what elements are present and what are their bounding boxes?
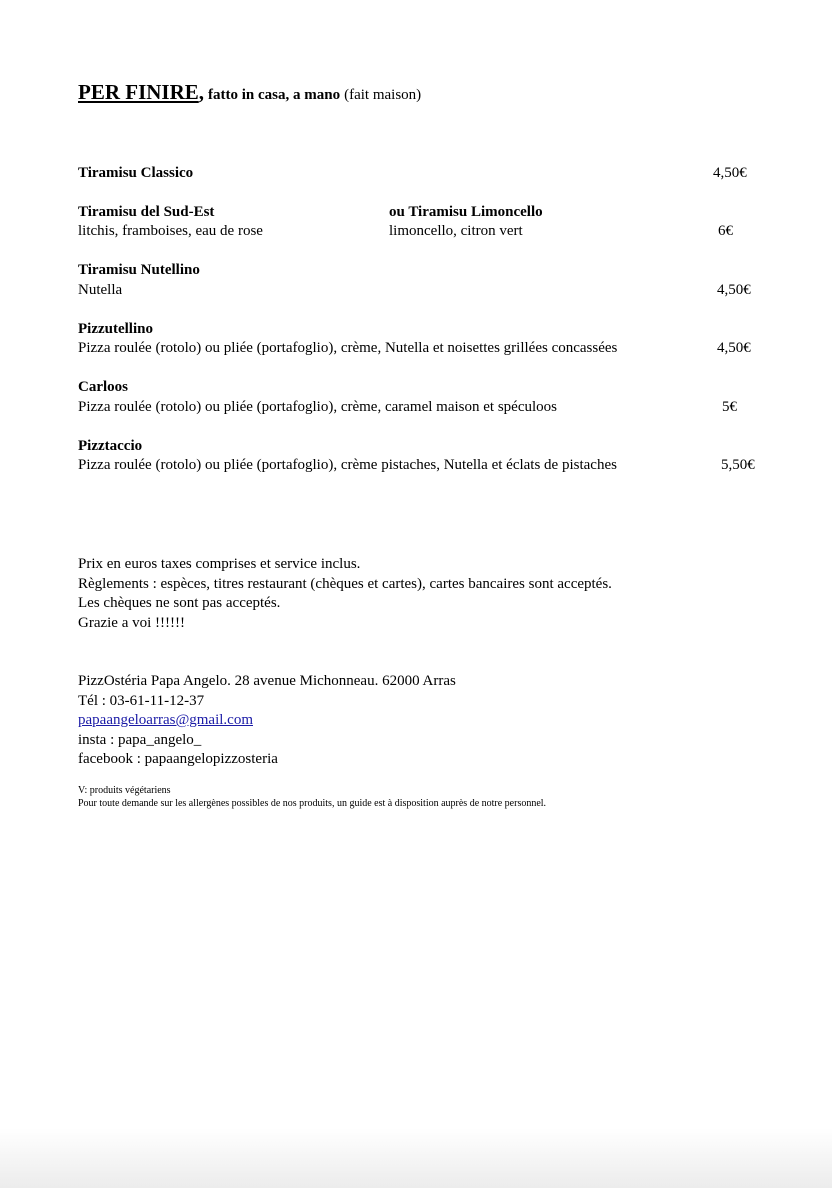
item-name-tiramisu-limoncello: ou Tiramisu Limoncello [389,204,543,220]
info-block [78,555,612,633]
item-price-tiramisu-nutellino: 4,50€ [717,282,751,298]
footnote-allergens: Pour toute demande sur les allergènes possibles de nos produits, un guide est à disposition auprès de notre personnel. [78,797,547,809]
item-desc-tiramisu-limoncello: limoncello, citron vert [389,223,523,239]
heading-comma: , [198,80,205,104]
footnotes [78,785,546,810]
item-desc-pizztaccio: Pizza roulée (rotolo) ou pliée (portafoglio), crème pistaches, Nutella et éclats de pistaches [78,457,617,473]
item-price-carloos: 5€ [722,399,737,415]
item-name-carloos: Carloos [78,379,128,395]
info-prices: Prix en euros taxes comprises et service inclus. [78,556,361,572]
heading-note: (fait maison) [344,87,422,103]
contact-phone: Tél : 03-61-11-12-37 [78,692,205,709]
contact-block [78,672,456,770]
item-name-pizzutellino: Pizzutellino [78,321,153,337]
page-heading [78,80,421,105]
contact-address: PizzOstéria Papa Angelo. 28 avenue Michonneau. 62000 Arras [78,673,456,689]
contact-insta: insta : papa_angelo_ [78,731,202,748]
item-desc-tiramisu-sud-est: litchis, framboises, eau de rose [78,223,263,239]
footnote-vegetarian: V: produits végétariens [78,785,171,796]
info-payments: Règlements : espèces, titres restaurant (chèques et cartes), cartes bancaires sont acceptés. [78,575,612,592]
info-thanks: Grazie a voi !!!!!! [78,614,186,631]
heading-title: PER FINIRE [78,80,199,104]
item-name-tiramisu-sud-est: Tiramisu del Sud-Est [78,204,215,220]
item-desc-tiramisu-nutellino: Nutella [78,282,123,298]
item-name-pizztaccio: Pizztaccio [78,438,143,454]
item-desc-carloos: Pizza roulée (rotolo) ou pliée (portafoglio), crème, caramel maison et spéculoos [78,399,557,415]
item-price-pizzutellino: 4,50€ [717,340,751,356]
heading-subtitle: fatto in casa, a mano [208,87,341,103]
info-cheques: Les chèques ne sont pas acceptés. [78,595,281,611]
item-price-tiramisu-limoncello: 6€ [718,223,733,239]
item-name-tiramisu-nutellino: Tiramisu Nutellino [78,262,200,278]
contact-facebook: facebook : papaangelopizzosteria [78,751,278,767]
item-desc-pizzutellino: Pizza roulée (rotolo) ou pliée (portafoglio), crème, Nutella et noisettes grillées concassées [78,340,618,356]
item-price-tiramisu-classico: 4,50€ [713,165,747,181]
item-price-pizztaccio: 5,50€ [721,457,755,473]
contact-email-link[interactable]: papaangeloarras@gmail.com [78,712,253,728]
item-name-tiramisu-classico: Tiramisu Classico [78,165,194,181]
